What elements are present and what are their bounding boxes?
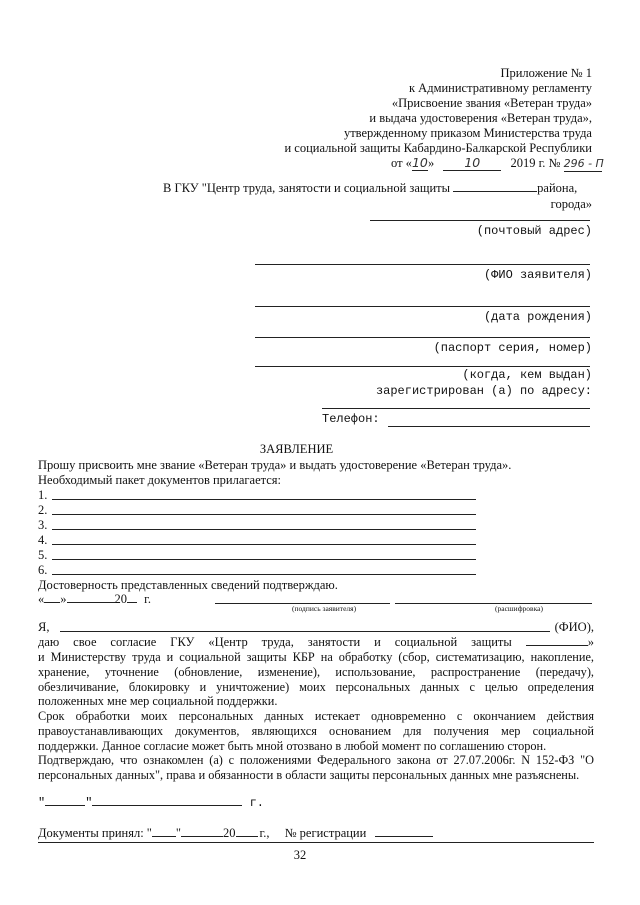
addressee-org: В ГКУ "Центр труда, занятости и социальной защиты bbox=[163, 181, 451, 195]
handwritten-day: 10 bbox=[411, 155, 428, 170]
document-field[interactable] bbox=[52, 529, 476, 530]
consent-word: и bbox=[374, 635, 381, 649]
appendix-title-line-2: и выдача удостоверения «Ветеран труда», bbox=[369, 111, 592, 125]
consent-give-row bbox=[38, 635, 594, 650]
accepted-year-field[interactable] bbox=[236, 836, 258, 837]
day-field[interactable] bbox=[44, 602, 60, 603]
term-text: Срок обработки моих персональных данных истекает одновременно с окончанием действия правоустанавливающих документов, являющихся основанием для получения мер социальной поддержки. Данное согласие может быть мной отозвано в любой момент по соглашению сторон. bbox=[38, 709, 594, 753]
document-item-number: 3. bbox=[38, 518, 48, 532]
footer-row bbox=[38, 826, 433, 841]
passport-caption: (паспорт серия, номер) bbox=[433, 341, 592, 355]
address-field[interactable] bbox=[322, 408, 590, 409]
handwritten-number: 296 - П bbox=[563, 157, 604, 170]
consent-word: социальной bbox=[394, 635, 458, 649]
date-mid: » bbox=[427, 156, 435, 170]
document-field[interactable] bbox=[52, 559, 476, 560]
birth-date-field[interactable] bbox=[255, 306, 590, 307]
consent-word: свое bbox=[73, 635, 97, 649]
registered-caption: зарегистрирован (а) по адресу: bbox=[375, 384, 592, 398]
appendix-ministry: и социальной защиты Кабардино-Балкарской Республики bbox=[284, 141, 592, 155]
close-quote: » bbox=[60, 592, 67, 606]
fio-caption: (ФИО заявителя) bbox=[483, 268, 592, 282]
appendix-title-line: «Присвоение звания «Ветеран труда» bbox=[391, 96, 592, 110]
decode-field[interactable] bbox=[395, 603, 592, 604]
open-quote: « bbox=[38, 592, 45, 606]
accepted-month-field[interactable] bbox=[181, 836, 223, 837]
year-field[interactable] bbox=[127, 602, 137, 603]
month-field[interactable] bbox=[67, 602, 115, 603]
consent-district-field[interactable] bbox=[526, 645, 588, 646]
consent-word: труда, bbox=[261, 635, 294, 649]
appendix-approved-by: утвержденному приказом Министерства труда bbox=[343, 126, 592, 140]
date-year: 2019 г. № bbox=[510, 156, 561, 170]
appendix-regulation: к Административному регламенту bbox=[408, 81, 592, 95]
fio-field[interactable] bbox=[255, 264, 590, 265]
year-suffix: г. bbox=[144, 592, 151, 606]
consent-word: даю bbox=[38, 635, 60, 649]
accepted-day-field[interactable] bbox=[152, 836, 176, 837]
consent-word: ГКУ bbox=[170, 635, 195, 649]
postal-address-caption: (почтовый адрес) bbox=[476, 224, 592, 238]
consent-month-year-field[interactable] bbox=[92, 805, 242, 806]
document-item-number: 2. bbox=[38, 503, 48, 517]
passport-field[interactable] bbox=[255, 337, 590, 338]
document-item-number: 1. bbox=[38, 488, 48, 502]
issued-caption: (когда, кем выдан) bbox=[462, 368, 592, 382]
consent-quote-end: » bbox=[587, 635, 594, 649]
consent-fio-label: (ФИО), bbox=[554, 620, 594, 634]
consent-ya: Я, bbox=[38, 620, 50, 634]
consent-date-g: г. bbox=[249, 796, 265, 810]
consent-date-quote-open: " bbox=[38, 796, 46, 810]
addressee-city: города» bbox=[550, 197, 592, 211]
consent-day-field[interactable] bbox=[45, 805, 85, 806]
appendix-date-row bbox=[391, 155, 602, 172]
consent-text: и Министерству труда и социальной защиты КБР на обработку (сбор, систематизацию, накопление, хранение, уточнение (обновление, изменение), использование, распространение (передачу), обезличивание, блокировку и уничтожение) моих персональных данных с целью определения положенных мне мер социальной поддержки. bbox=[38, 650, 594, 709]
document-field[interactable] bbox=[52, 514, 476, 515]
consent-word: занятости bbox=[307, 635, 361, 649]
district-field[interactable] bbox=[453, 191, 537, 192]
century: 20 bbox=[114, 592, 127, 606]
birth-date-caption: (дата рождения) bbox=[483, 310, 592, 324]
registration-label: № регистрации bbox=[284, 826, 367, 840]
page-number: 32 bbox=[293, 848, 307, 862]
addressee-district: района, bbox=[537, 181, 578, 195]
request-text: Прошу присвоить мне звание «Ветеран труда» и выдать удостоверение «Ветеран труда». bbox=[38, 458, 512, 472]
footer-rule bbox=[38, 842, 594, 843]
attached-text: Необходимый пакет документов прилагается: bbox=[38, 473, 282, 487]
law-confirm-text: Подтверждаю, что ознакомлен (а) с положениями Федерального закона от 27.07.2006г. N 152-ФЗ "О персональных данных", права и обязанности в области защиты персональных данных мне разъяснены. bbox=[38, 753, 594, 782]
accepted-g: г., bbox=[259, 826, 270, 840]
document-item-number: 5. bbox=[38, 548, 48, 562]
consent-word: «Центр bbox=[208, 635, 248, 649]
document-item-number: 6. bbox=[38, 563, 48, 577]
appendix-number: Приложение № 1 bbox=[500, 66, 592, 80]
document-field[interactable] bbox=[52, 499, 476, 500]
postal-address-field[interactable] bbox=[370, 220, 590, 221]
document-item-number: 4. bbox=[38, 533, 48, 547]
phone-label: Телефон: bbox=[322, 412, 380, 426]
decode-caption: (расшифровка) bbox=[495, 604, 543, 613]
accepted-label: Документы принял: " bbox=[38, 826, 152, 840]
confirm-text: Достоверность представленных сведений подтверждаю. bbox=[38, 578, 338, 592]
consent-word: защиты bbox=[471, 635, 512, 649]
consent-date-quote-close: " bbox=[85, 796, 93, 810]
accepted-quote: " bbox=[175, 826, 182, 840]
handwritten-month: 10 bbox=[443, 155, 501, 171]
accepted-century: 20 bbox=[223, 826, 236, 840]
signature-caption: (подпись заявителя) bbox=[292, 604, 357, 613]
date-prefix: от « bbox=[391, 156, 412, 170]
phone-field[interactable] bbox=[388, 426, 590, 427]
document-field[interactable] bbox=[52, 544, 476, 545]
addressee-line bbox=[163, 181, 577, 196]
issued-field[interactable] bbox=[255, 366, 590, 367]
document-field[interactable] bbox=[52, 574, 476, 575]
sign-date-row bbox=[38, 592, 151, 607]
registration-field[interactable] bbox=[375, 836, 433, 837]
document-title: ЗАЯВЛЕНИЕ bbox=[259, 442, 334, 456]
consent-fio-field[interactable] bbox=[60, 631, 550, 632]
consent-date-row bbox=[38, 796, 264, 810]
consent-word: согласие bbox=[110, 635, 157, 649]
